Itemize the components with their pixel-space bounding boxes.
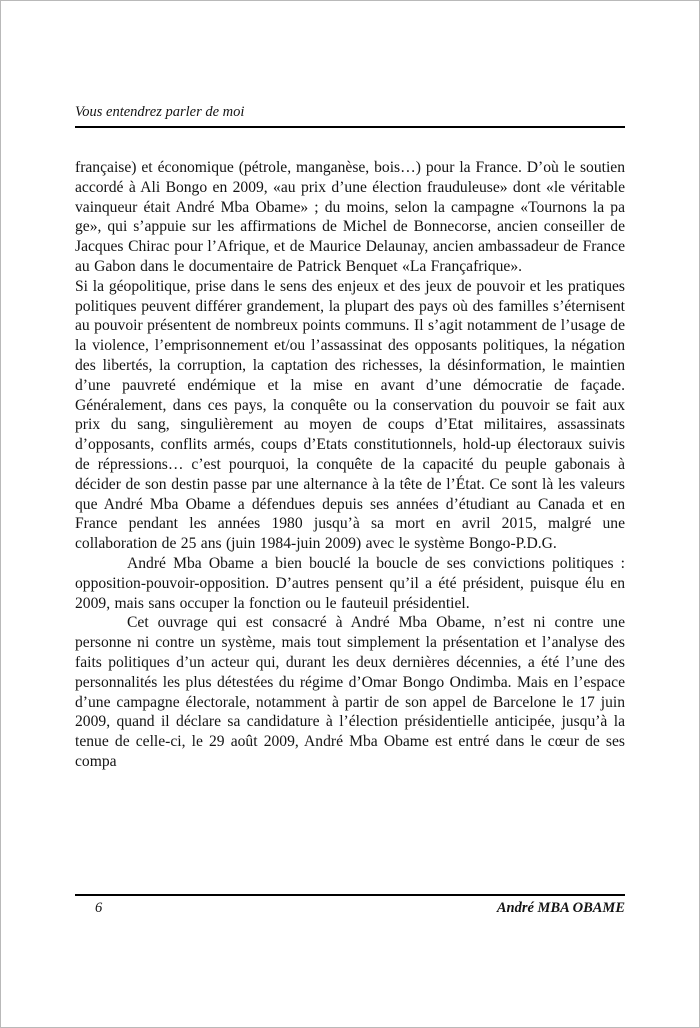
- paragraph: Cet ouvrage qui est consacré à André Mba Obame, n’est ni contre une personne ni contre un système, mais tout simplement la présentation et l’analyse des faits politiques d’un acteur qui, durant les deux dernières décennies, a été l’une des personnalités les plus détestées du régime d’Omar Bongo Ondimba. Mais en l’espace d’une campagne électorale, notamment à partir de son appel de Barcelone le 17 juin 2009, quand il déclare sa candidature à l’élection présidentielle anticipée, jusqu’à la tenue de celle-ci, le 29 août 2009, André Mba Obame est entré dans le cœur de ses compa: [75, 614, 625, 770]
- paragraph: Si la géopolitique, prise dans le sens des enjeux et des jeux de pouvoir et les pratiques politiques peuvent différer grandement, la plupart des pays où des familles s’éternisent au pouvoir présentent de nombreux points communs. Il s’agit notamment de l’usage de la violence, l’emprisonnement et/ou l’assassinat des opposants politiques, la négation des libertés, la corruption, la captation des richesses, la désinformation, le maintien d’une pauvreté endémique et la mise en avant d’une démocratie de façade. Généralement, dans ces pays, la conquête ou la conservation du pouvoir se fait aux prix du sang, singulièrement au moyen de coups d’Etat militaires, assassinats d’opposants, conflits armés, coups d’Etats constitutionnels, hold-up électoraux suivis de répressions… c’est pourquoi, la conquête de la capacité du peuple gabonais à décider de son destin passe par une alternance à la tête de l’État. Ce sont là les valeurs que André Mba Obame a défendues depuis ses années d’étudiant au Canada et en France pendant les années 1980 jusqu’à sa mort en avril 2015, malgré une collaboration de 25 ans (juin 1984-juin 2009) avec le système Bongo-P.D.G.: [75, 277, 625, 553]
- page-number: 6: [95, 900, 103, 916]
- paragraph: française) et économique (pétrole, manganèse, bois…) pour la France. D’où le soutien accordé à Ali Bongo en 2009, «au prix d’une élection frauduleuse» dont «le véritable vainqueur était André Mba Obame» ; du moins, selon la campagne «Tournons la pa ge», qui s’appuie sur les affirmations de Michel de Bonnecorse, ancien conseiller de Jacques Chirac pour l’Afrique, et de Maurice Delaunay, ancien ambassadeur de France au Gabon dans le documentaire de Patrick Benquet «La Françafrique».: [75, 159, 625, 275]
- running-author: André MBA OBAME: [496, 900, 625, 916]
- page-footer: [75, 894, 625, 917]
- page-body: [75, 158, 625, 772]
- page-header: [75, 104, 625, 128]
- running-title: Vous entendrez parler de moi: [75, 104, 245, 120]
- paragraph: André Mba Obame a bien bouclé la boucle de ses convictions politiques : opposition-pouvoir-opposition. D’autres pensent qu’il a été président, puisque élu en 2009, mais sans occuper la fonction ou le fauteuil présidentiel.: [75, 554, 625, 612]
